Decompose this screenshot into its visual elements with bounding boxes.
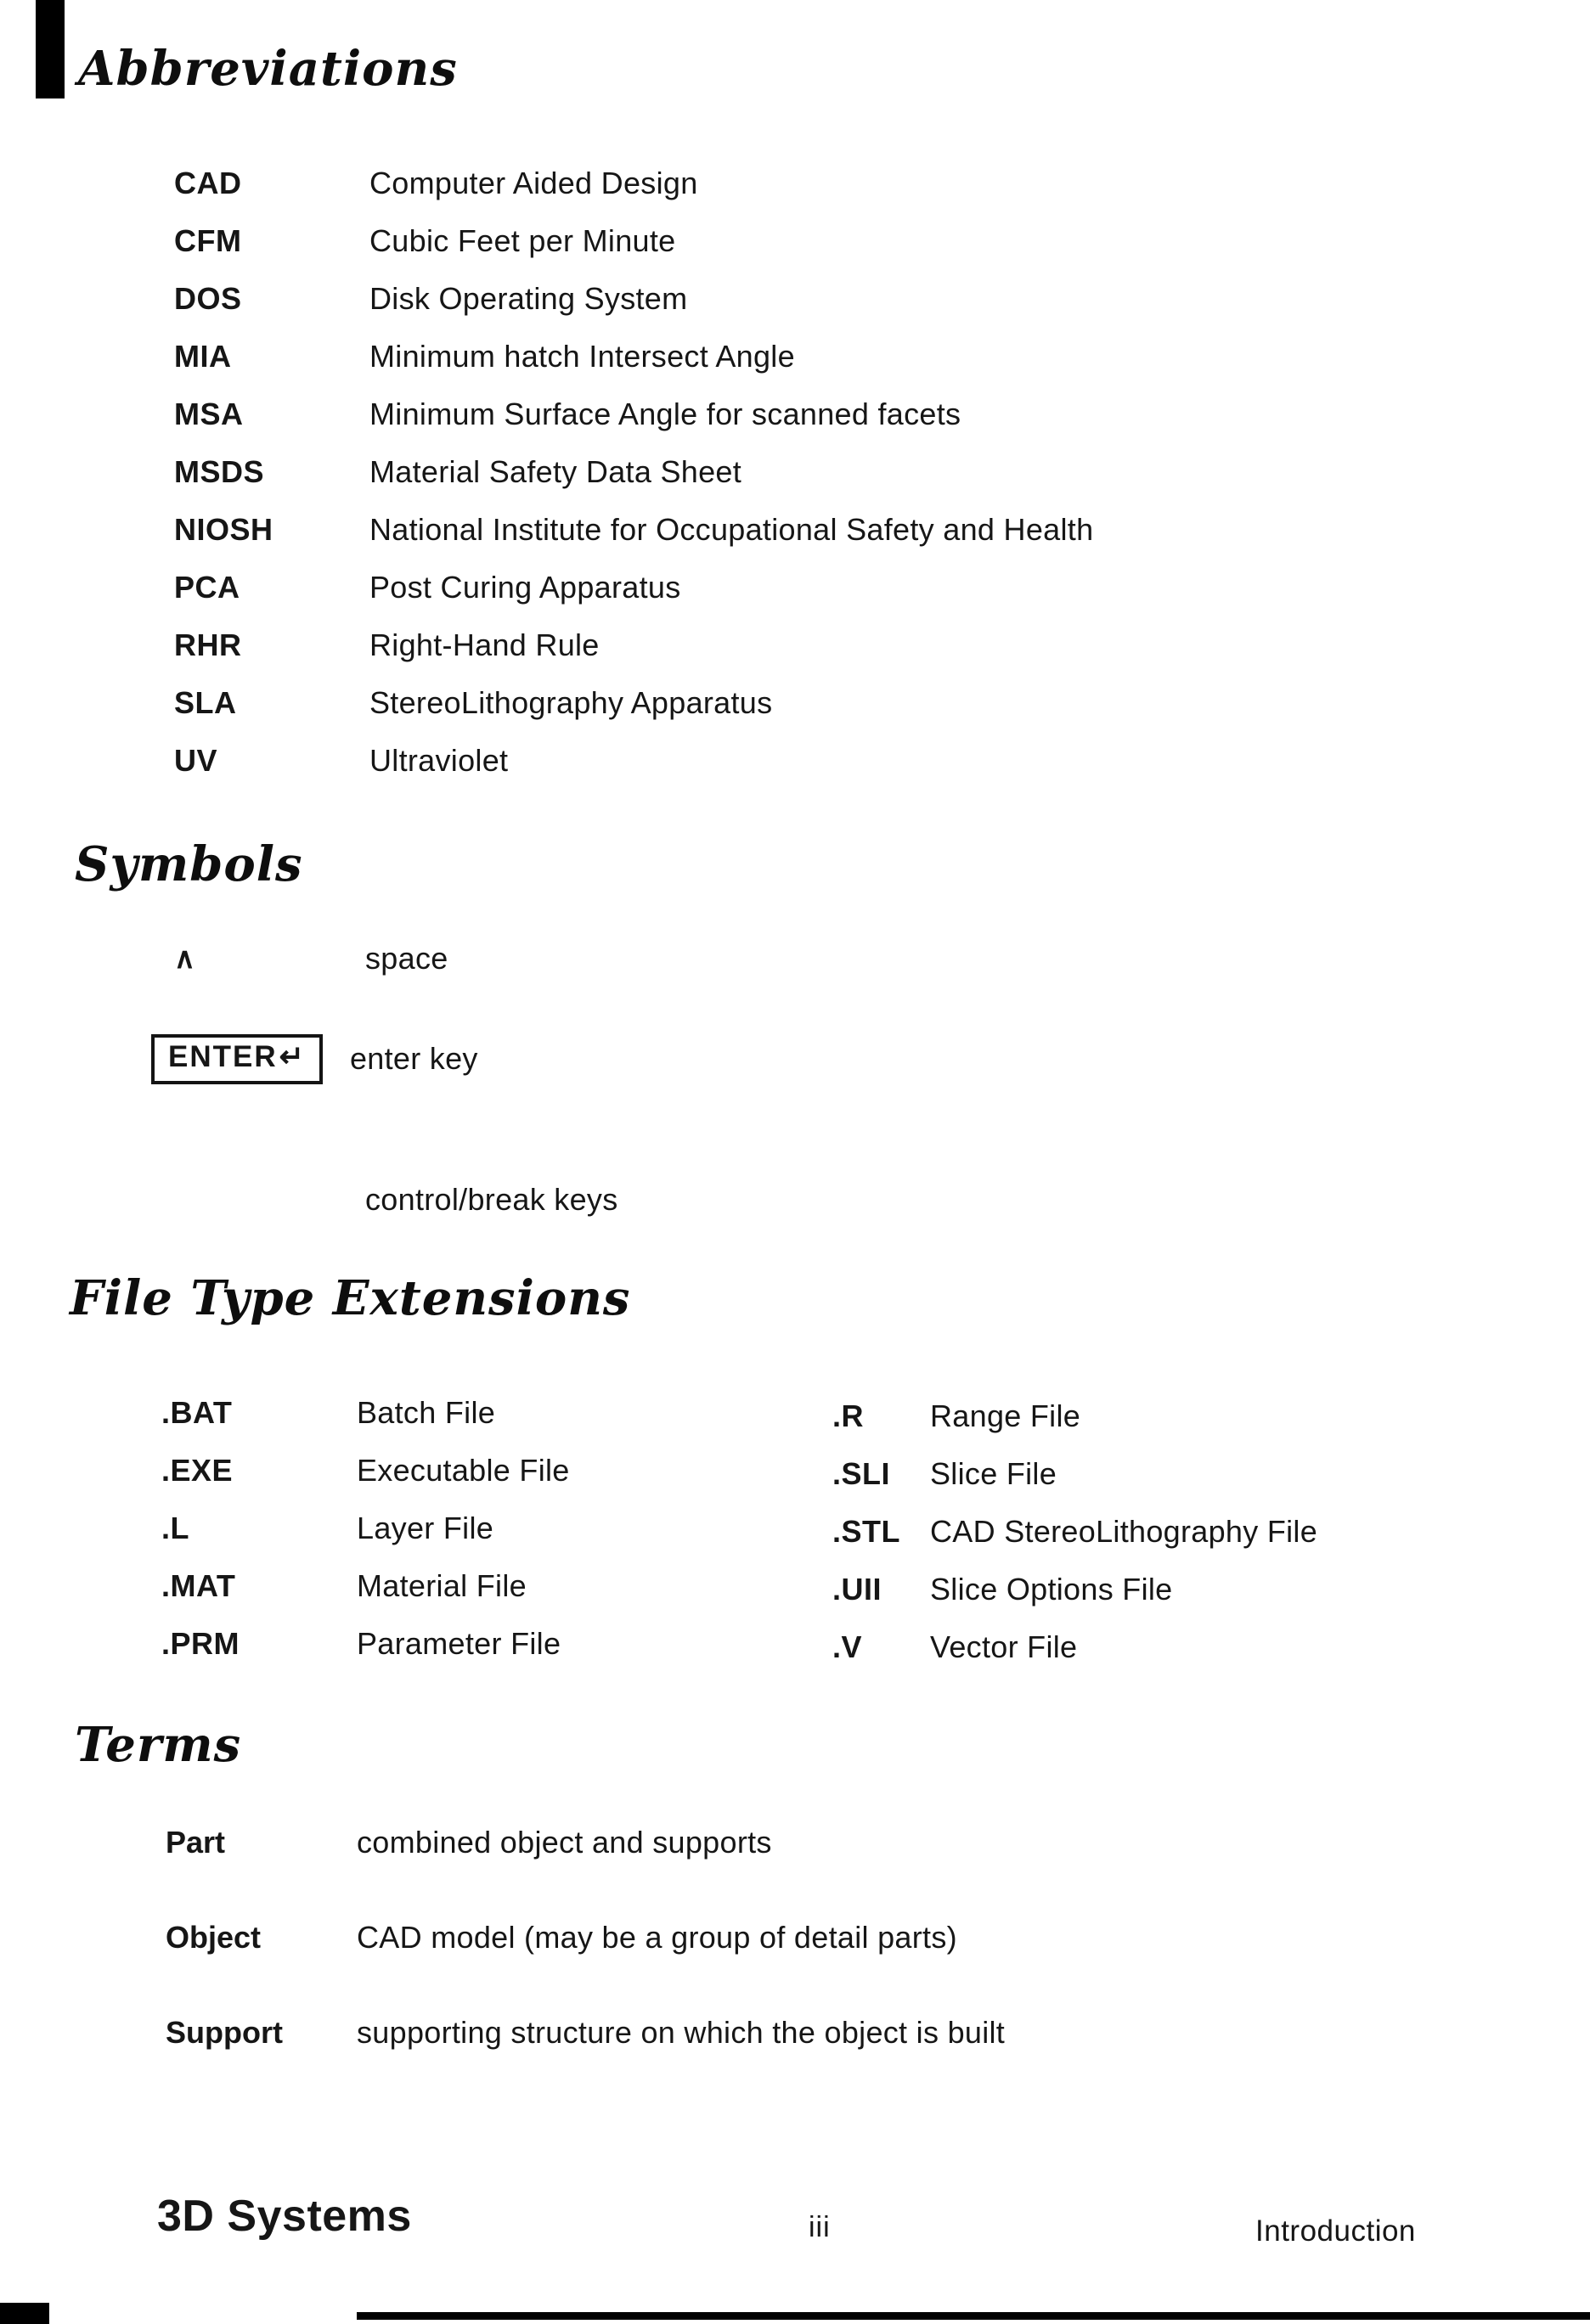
abbreviation-row [174, 270, 1465, 328]
symbols-heading: Symbols [75, 836, 303, 892]
file-extension: .BAT [161, 1395, 233, 1430]
file-extension-row [832, 1503, 1546, 1561]
abbreviation-term: SLA [174, 685, 237, 720]
file-extension-row [161, 1384, 807, 1442]
return-arrow-icon: ↵ [279, 1040, 306, 1073]
abbreviation-definition: Post Curing Apparatus [369, 570, 681, 605]
abbreviation-definition: Material Safety Data Sheet [369, 454, 742, 489]
file-extension-row [832, 1618, 1546, 1676]
abbreviation-definition: Minimum Surface Angle for scanned facets [369, 397, 961, 431]
file-extension-row [832, 1561, 1546, 1618]
abbreviation-term: MSDS [174, 454, 265, 489]
term-definition: supporting structure on which the object is built [357, 2015, 1006, 2050]
abbreviation-definition: National Institute for Occupational Safety and Health [369, 512, 1094, 547]
footer-brand: 3D Systems [157, 2192, 412, 2241]
space-symbol-label: space [365, 941, 448, 976]
scan-artifact-bottom-line [357, 2312, 1590, 2320]
abbreviation-definition: Computer Aided Design [369, 166, 698, 200]
term-definition: CAD model (may be a group of detail parts) [357, 1920, 957, 1955]
terms-list [166, 1821, 1397, 2107]
file-extension: .UII [832, 1572, 882, 1607]
file-extension-definition: CAD StereoLithography File [930, 1514, 1318, 1549]
abbreviation-definition: StereoLithography Apparatus [369, 685, 773, 720]
abbreviation-term: MSA [174, 397, 244, 431]
symbol-row-enter [151, 1034, 478, 1084]
footer-section-name: Introduction [1255, 2214, 1416, 2248]
abbreviation-row [174, 212, 1465, 270]
abbreviations-heading: Abbreviations [78, 41, 458, 97]
abbreviation-term: DOS [174, 281, 242, 316]
file-extensions-left-column [161, 1384, 807, 1673]
file-extension-definition: Parameter File [357, 1626, 561, 1661]
file-extension-definition: Slice Options File [930, 1572, 1173, 1607]
abbreviation-term: UV [174, 743, 218, 778]
scan-artifact-bottom-left [0, 2303, 49, 2324]
abbreviation-definition: Minimum hatch Intersect Angle [369, 339, 795, 374]
file-extension-definition: Vector File [930, 1629, 1078, 1664]
abbreviations-list [174, 155, 1465, 790]
file-extension: .PRM [161, 1626, 240, 1661]
enter-key-text: ENTER [168, 1040, 278, 1073]
abbreviation-definition: Disk Operating System [369, 281, 688, 316]
term-definition: combined object and supports [357, 1825, 772, 1860]
abbreviation-row [174, 443, 1465, 501]
file-extension: .SLI [832, 1456, 891, 1491]
symbol-row-ctrl-break [365, 1182, 618, 1218]
term-row [166, 1916, 1397, 1959]
abbreviation-row [174, 674, 1465, 732]
abbreviation-term: RHR [174, 627, 242, 662]
file-extension-row [161, 1442, 807, 1500]
term-name: Support [166, 2015, 283, 2050]
symbol-row-space [174, 941, 448, 976]
file-extension: .L [161, 1511, 189, 1545]
abbreviation-row [174, 616, 1465, 674]
term-name: Part [166, 1825, 226, 1860]
abbreviation-definition: Right-Hand Rule [369, 627, 600, 662]
file-extension-definition: Material File [357, 1568, 527, 1603]
enter-key-icon [151, 1034, 323, 1084]
file-extensions-heading: File Type Extensions [70, 1270, 631, 1326]
file-extension-definition: Range File [930, 1398, 1081, 1433]
enter-key-label: enter key [349, 1041, 478, 1077]
scan-artifact-top-left [36, 0, 65, 98]
ctrl-break-label: control/break keys [365, 1182, 618, 1217]
file-extension-definition: Executable File [357, 1453, 570, 1488]
file-extension-definition: Slice File [930, 1456, 1057, 1491]
abbreviation-term: CAD [174, 166, 242, 200]
file-extension: .MAT [161, 1568, 236, 1603]
abbreviation-row [174, 328, 1465, 385]
term-name: Object [166, 1920, 262, 1955]
file-extension: .V [832, 1629, 863, 1664]
abbreviation-definition: Cubic Feet per Minute [369, 223, 676, 258]
file-extension-row [161, 1615, 807, 1673]
footer-page-number: iii [809, 2211, 831, 2243]
abbreviation-row [174, 559, 1465, 616]
file-extension: .EXE [161, 1453, 234, 1488]
term-row [166, 1821, 1397, 1864]
abbreviation-term: CFM [174, 223, 242, 258]
abbreviation-row [174, 501, 1465, 559]
file-extension: .STL [832, 1514, 900, 1549]
abbreviation-row [174, 155, 1465, 212]
file-extension: .R [832, 1398, 864, 1433]
file-extension-definition: Layer File [357, 1511, 494, 1545]
file-extension-definition: Batch File [357, 1395, 496, 1430]
abbreviation-term: MIA [174, 339, 232, 374]
space-caret-icon: ∧ [174, 943, 195, 975]
file-extension-row [832, 1445, 1546, 1503]
abbreviation-row [174, 732, 1465, 790]
file-extension-row [832, 1387, 1546, 1445]
term-row [166, 2012, 1397, 2054]
file-extension-row [161, 1557, 807, 1615]
abbreviation-term: PCA [174, 570, 240, 605]
abbreviation-row [174, 385, 1465, 443]
file-extension-row [161, 1500, 807, 1557]
abbreviation-term: NIOSH [174, 512, 273, 547]
terms-heading: Terms [75, 1717, 242, 1773]
file-extensions-right-column [832, 1387, 1546, 1676]
abbreviation-definition: Ultraviolet [369, 743, 509, 778]
